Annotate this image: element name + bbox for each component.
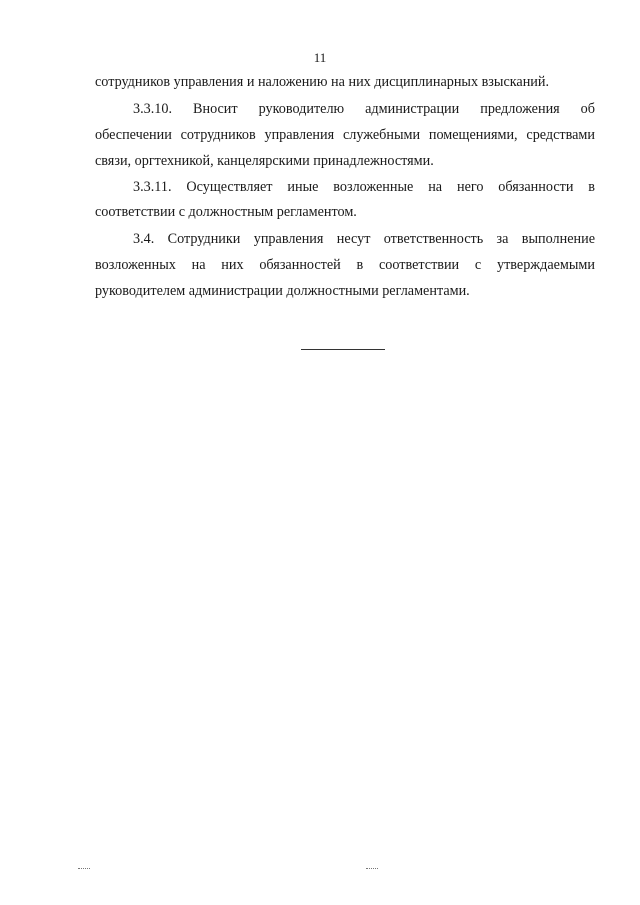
paragraph-3-4-line-3: руководителем администрации должностными регламентами. (95, 283, 470, 299)
paragraph-continuation-line-1: сотрудников управления и наложению на них дисциплинарных взысканий. (95, 74, 550, 90)
page-number: 11 (313, 50, 327, 65)
paragraph-3-4-line-1: 3.4. Сотрудники управления несут ответственность за выполнение (133, 231, 595, 247)
paragraph-3-3-11-line-2: соответствии с должностным регламентом. (95, 204, 357, 220)
paragraph-3-3-10-line-3: связи, оргтехникой, канцелярскими принадлежностями. (95, 153, 434, 169)
end-of-document-rule (301, 349, 385, 350)
footer-scan-mark-left (78, 868, 90, 869)
paragraph-3-3-11-line-1: 3.3.11. Осуществляет иные возложенные на него обязанности в (133, 179, 595, 195)
paragraph-3-4-line-2: возложенных на них обязанностей в соответствии с утверждаемыми (95, 257, 595, 273)
footer-scan-mark-center (366, 868, 378, 869)
paragraph-3-3-10-line-2: обеспечении сотрудников управления служебными помещениями, средствами (95, 127, 595, 143)
paragraph-3-3-10-line-1: 3.3.10. Вносит руководителю администрации предложения об (133, 101, 595, 117)
